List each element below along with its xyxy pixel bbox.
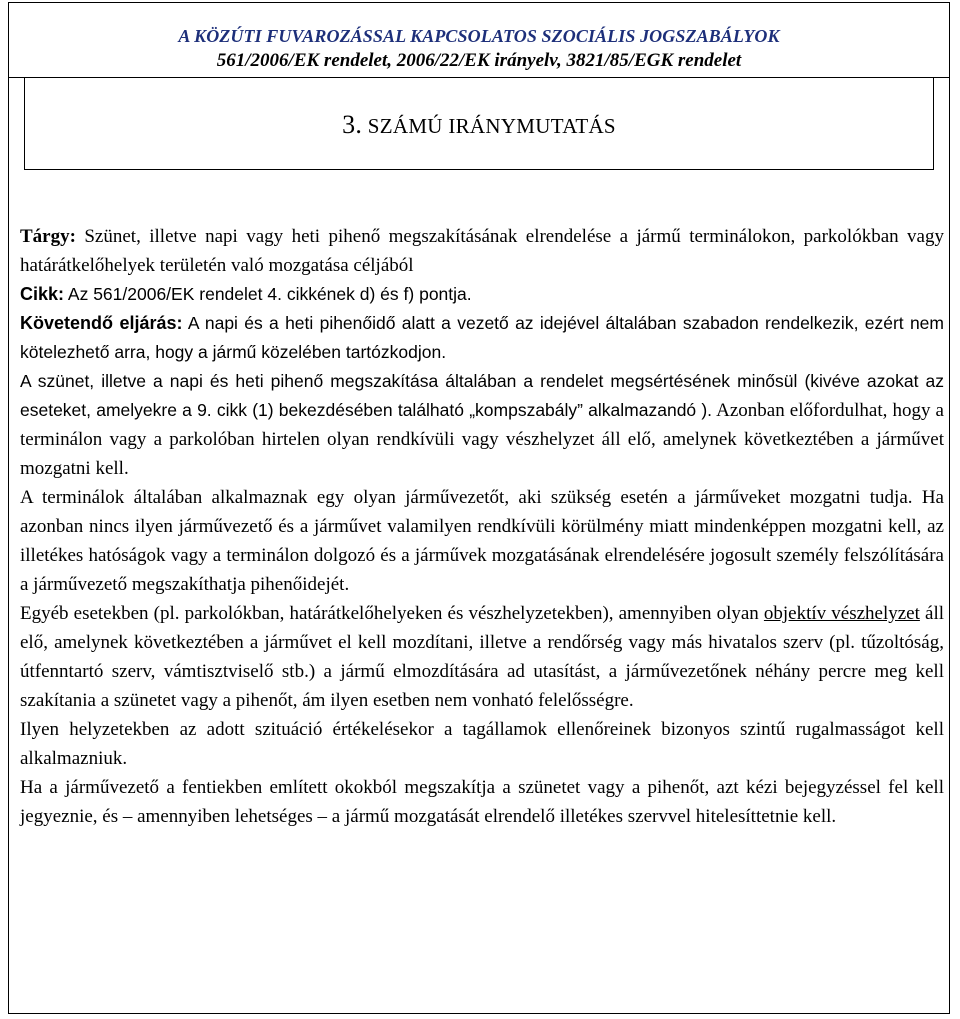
procedure-label: Követendő eljárás: bbox=[20, 313, 183, 333]
violation-paragraph bbox=[20, 367, 944, 483]
objective-emergency-underlined: objektív vészhelyzet bbox=[763, 603, 920, 624]
other-cases-paragraph bbox=[20, 599, 944, 715]
header-title: A KÖZÚTI FUVAROZÁSSAL KAPCSOLATOS SZOCIÁLIS JOGSZABÁLYOK bbox=[178, 26, 780, 46]
guideline-number: 3. bbox=[342, 110, 363, 139]
article-paragraph bbox=[20, 280, 944, 309]
document-body bbox=[20, 222, 944, 831]
subject-paragraph bbox=[20, 222, 944, 280]
recording-paragraph: Ha a járművezető a fentiekben említett okokból megszakítja a szünetet vagy a pihenőt, azt kézi bejegyzéssel fel kell jegyeznie, és – amennyiben lehetséges – a jármű mozgatását elrendelő illetékes szervvel hitelesíttetnie kell. bbox=[20, 777, 944, 827]
article-text: Az 561/2006/EK rendelet 4. cikkének d) és f) pontja. bbox=[64, 284, 472, 304]
subject-label: Tárgy: bbox=[20, 226, 76, 247]
violation-text-sans: A szünet, illetve a napi és heti pihenő megszakítása általában a rendelet megsértésének minősül (kivéve azokat az eseteket, amelyekre a 9. cikk (1) bekezdésében található „kompszabály” alkalmazandó ). bbox=[20, 371, 944, 420]
subject-text: Szünet, illetve napi vagy heti pihenő megszakításának elrendelése a jármű terminálokon, parkolókban vagy határátkelőhelyek területén való mozgatása céljából bbox=[20, 226, 944, 276]
procedure-paragraph bbox=[20, 309, 944, 367]
violation-text-serif: Azonban előfordulhat, hogy a terminálon vagy a parkolóban hirtelen olyan rendkívüli vagy vészhelyzet áll elő, amelynek következtében a járművet mozgatni kell. bbox=[20, 400, 944, 479]
terminal-paragraph: A terminálok általában alkalmaznak egy olyan járművezetőt, aki szükség esetén a járműveket mozgatni tudja. Ha azonban nincs ilyen járművezető és a járművet valamilyen rendkívüli körülmény miatt mindenképpen mozgatni kell, az illetékes hatóságok vagy a terminálon dolgozó és a járművek mozgatásának elrendelésére jogosult személy felszólítására a járművezető megszakíthatja pihenőidejét. bbox=[20, 487, 944, 595]
header-subtitle: 561/2006/EK rendelet, 2006/22/EK irányelv, 3821/85/EGK rendelet bbox=[216, 50, 742, 71]
document-header bbox=[8, 2, 950, 78]
guideline-title bbox=[25, 112, 933, 139]
guideline-title-box bbox=[24, 78, 934, 170]
other-cases-after: áll elő, amelynek következtében a járművet el kell mozdítani, illetve a rendőrség vagy más hivatalos szerv (pl. tűzoltóság, útfenntartó szerv, vámtisztviselő stb.) a jármű elmozdítására ad utasítást, a járművezetőnek néhány percre meg kell szakítania a szünetet vagy a pihenőt, ám ilyen esetben nem vonható felelősségre. bbox=[20, 603, 945, 711]
article-label: Cikk: bbox=[20, 284, 65, 304]
guideline-title-text: SZÁMÚ IRÁNYMUTATÁS bbox=[362, 114, 616, 138]
procedure-text: A napi és a heti pihenőidő alatt a vezető az idejével általában szabadon rendelkezik, ezért nem kötelezhető arra, hogy a jármű közelében tartózkodjon. bbox=[20, 313, 944, 362]
flexibility-paragraph: Ilyen helyzetekben az adott szituáció értékelésekor a tagállamok ellenőreinek bizonyos szintű rugalmasságot kell alkalmazniuk. bbox=[20, 719, 944, 769]
other-cases-before: Egyéb esetekben (pl. parkolókban, határátkelőhelyeken és vészhelyzetekben), amennyiben olyan bbox=[20, 603, 764, 624]
